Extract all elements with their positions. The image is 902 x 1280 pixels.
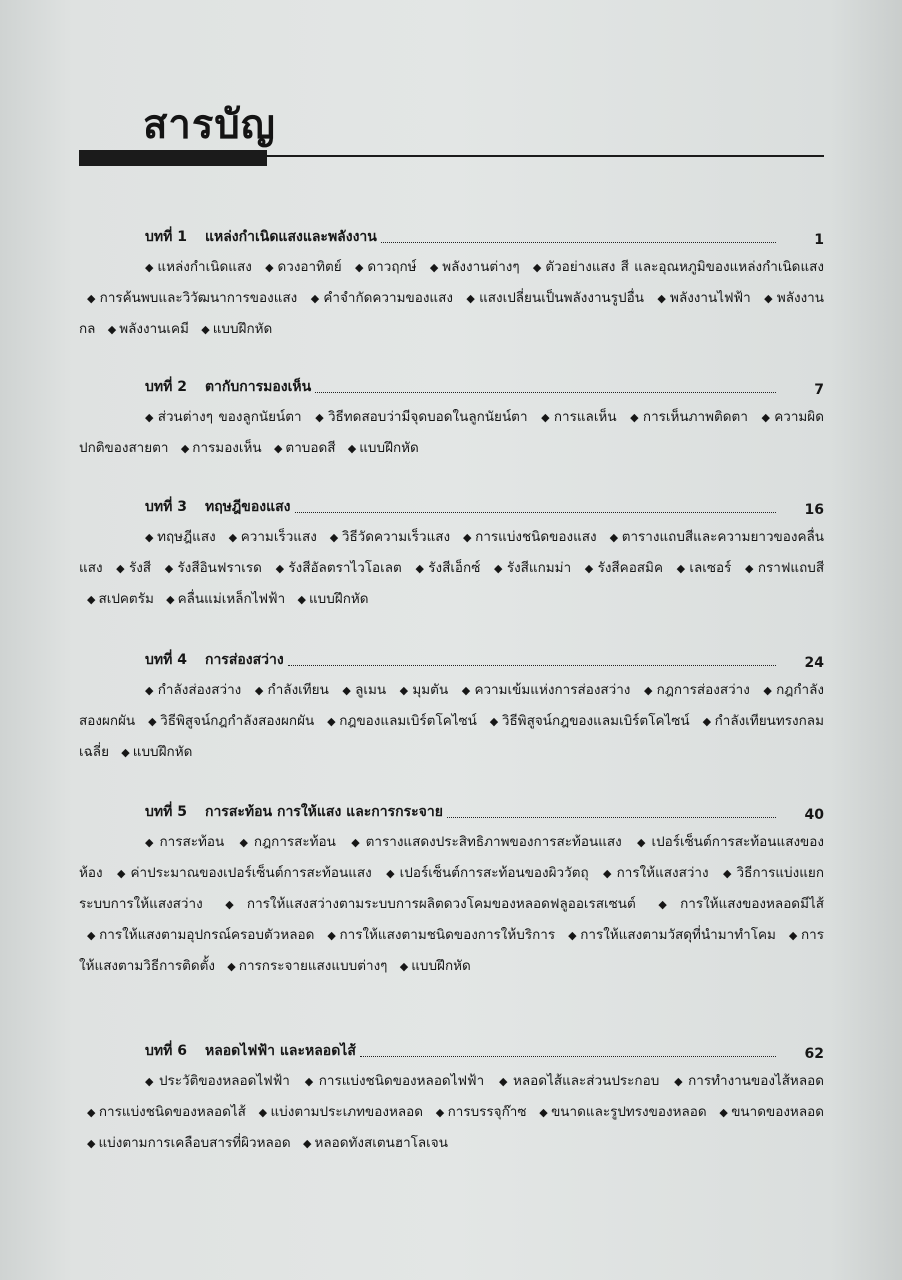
diamond-bullet-icon: ◆ bbox=[302, 1137, 312, 1150]
topic-item bbox=[386, 865, 589, 881]
diamond-bullet-icon: ◆ bbox=[254, 684, 265, 697]
diamond-bullet-icon: ◆ bbox=[499, 1075, 510, 1088]
topic-item bbox=[436, 1104, 527, 1120]
topic-label: พลังงานไฟฟ้า bbox=[670, 290, 751, 306]
topic-item bbox=[630, 409, 748, 425]
diamond-bullet-icon: ◆ bbox=[630, 411, 640, 424]
topic-label: ขนาดของหลอด bbox=[731, 1104, 824, 1120]
topic-label: วิธีทดสอบว่ามีจุดบอดในลูกนัยน์ตา bbox=[327, 409, 528, 425]
topic-item bbox=[674, 1073, 824, 1089]
topic-label: กฎของแลมเบิร์ตโคไซน์ bbox=[339, 713, 477, 729]
diamond-bullet-icon: ◆ bbox=[166, 593, 175, 606]
topic-label: ประวัติของหลอดไฟฟ้า bbox=[158, 1073, 290, 1089]
diamond-bullet-icon: ◆ bbox=[568, 929, 578, 942]
diamond-bullet-icon: ◆ bbox=[435, 1106, 445, 1119]
diamond-bullet-icon: ◆ bbox=[494, 562, 504, 575]
topic-label: แบบฝึกหัด bbox=[308, 591, 369, 607]
topic-label: รังสีอัลตราไวโอเลต bbox=[288, 560, 402, 576]
topic-label: ความผิดปกติของสายตา bbox=[79, 409, 824, 456]
diamond-bullet-icon: ◆ bbox=[463, 531, 473, 544]
diamond-bullet-icon: ◆ bbox=[399, 960, 409, 973]
topic-item bbox=[315, 409, 527, 425]
chapter-topics bbox=[79, 675, 824, 768]
diamond-bullet-icon: ◆ bbox=[87, 292, 97, 305]
topic-label: กราฟแถบสี bbox=[757, 560, 825, 576]
diamond-bullet-icon: ◆ bbox=[310, 292, 321, 305]
diamond-bullet-icon: ◆ bbox=[342, 684, 353, 697]
topic-label: แบ่งตามประเภทของหลอด bbox=[270, 1104, 424, 1120]
topic-item bbox=[145, 682, 241, 698]
topic-label: การแบ่งชนิดของหลอดไส้ bbox=[98, 1104, 246, 1120]
toc-chapter-6 bbox=[79, 1036, 824, 1159]
topic-item bbox=[330, 529, 450, 545]
topic-item bbox=[229, 529, 317, 545]
topic-item bbox=[201, 321, 272, 337]
diamond-bullet-icon: ◆ bbox=[329, 531, 339, 544]
diamond-bullet-icon: ◆ bbox=[386, 867, 397, 880]
topic-item bbox=[145, 1073, 290, 1089]
topic-label: ลูเมน bbox=[355, 682, 387, 698]
chapter-topics bbox=[79, 1066, 824, 1159]
diamond-bullet-icon: ◆ bbox=[584, 562, 595, 575]
topic-item bbox=[541, 409, 616, 425]
diamond-bullet-icon: ◆ bbox=[265, 261, 275, 274]
topic-label: ตัวอย่างแสง สี และอุณหภูมิของแหล่งกำเนิดแสง bbox=[545, 259, 824, 275]
topic-item bbox=[327, 713, 477, 729]
chapter-heading bbox=[145, 372, 824, 398]
topic-label: กำลังเทียนทรงกลมเฉลี่ย bbox=[79, 713, 824, 760]
diamond-bullet-icon: ◆ bbox=[145, 411, 155, 424]
dot-leader bbox=[360, 1056, 776, 1057]
topic-item bbox=[355, 259, 417, 275]
topic-item bbox=[327, 927, 555, 943]
topic-item bbox=[87, 1104, 246, 1120]
diamond-bullet-icon: ◆ bbox=[764, 292, 774, 305]
topic-label: แบบฝึกหัด bbox=[212, 321, 273, 337]
topic-item bbox=[87, 290, 297, 306]
chapter-title: ตากับการมองเห็น bbox=[204, 379, 312, 395]
page-title: สารบัญ bbox=[143, 102, 276, 148]
title-underline-bar bbox=[79, 150, 267, 166]
diamond-bullet-icon: ◆ bbox=[722, 867, 734, 880]
dot-leader bbox=[295, 512, 776, 513]
dot-leader bbox=[447, 817, 776, 818]
chapter-title: การสะท้อน การให้แสง และการกระจาย bbox=[204, 804, 443, 820]
diamond-bullet-icon: ◆ bbox=[87, 929, 97, 942]
topic-label: การให้แสงตามวัสดุที่นำมาทำโคม bbox=[580, 927, 776, 943]
topic-label: การให้แสงสว่าง bbox=[616, 865, 709, 881]
topic-item bbox=[499, 1073, 659, 1089]
diamond-bullet-icon: ◆ bbox=[788, 929, 798, 942]
diamond-bullet-icon: ◆ bbox=[148, 715, 158, 728]
topic-label: มุมตัน bbox=[412, 682, 449, 698]
topic-label: กฎการส่องสว่าง bbox=[656, 682, 750, 698]
topic-label: แบบฝึกหัด bbox=[359, 440, 419, 456]
diamond-bullet-icon: ◆ bbox=[603, 867, 614, 880]
topic-label: ความเข้มแห่งการส่องสว่าง bbox=[474, 682, 631, 698]
topic-item bbox=[644, 682, 750, 698]
page-number: 16 bbox=[804, 502, 824, 518]
topic-item bbox=[603, 865, 709, 881]
page-number: 40 bbox=[804, 807, 824, 823]
dot-leader bbox=[315, 392, 776, 393]
topic-label: พลังงานกล bbox=[79, 290, 824, 337]
chapter-heading bbox=[145, 645, 824, 671]
topic-label: รังสี bbox=[128, 560, 152, 576]
chapter-topics bbox=[79, 827, 824, 982]
diamond-bullet-icon: ◆ bbox=[273, 442, 283, 455]
diamond-bullet-icon: ◆ bbox=[145, 836, 157, 849]
topic-label: ค่าประมาณของเปอร์เซ็นต์การสะท้อนแสง bbox=[130, 865, 372, 881]
topic-label: กำลังส่องสว่าง bbox=[157, 682, 242, 698]
topic-label: แบ่งตามการเคลือบสารที่ผิวหลอด bbox=[98, 1135, 291, 1151]
topic-label: ความเร็วแสง bbox=[240, 529, 317, 545]
dot-leader bbox=[381, 242, 776, 243]
topic-label: หลอดทังสเตนฮาโลเจน bbox=[314, 1135, 448, 1151]
diamond-bullet-icon: ◆ bbox=[116, 867, 128, 880]
chapter-heading bbox=[145, 1036, 824, 1062]
topic-label: แสงเปลี่ยนเป็นพลังงานรูปอื่น bbox=[479, 290, 644, 306]
topic-label: แบบฝึกหัด bbox=[132, 744, 193, 760]
topic-label: การให้แสงตามวิธีการติดตั้ง bbox=[79, 927, 824, 974]
topic-label: พลังงานเคมี bbox=[119, 321, 189, 337]
topic-item bbox=[348, 440, 419, 456]
diamond-bullet-icon: ◆ bbox=[702, 715, 712, 728]
page-number: 24 bbox=[804, 655, 824, 671]
chapter-heading bbox=[145, 492, 824, 518]
topic-item bbox=[239, 834, 335, 850]
page-number: 7 bbox=[814, 382, 824, 398]
topic-item bbox=[677, 560, 732, 576]
diamond-bullet-icon: ◆ bbox=[225, 898, 244, 911]
topic-item bbox=[227, 958, 387, 974]
topic-item bbox=[276, 560, 402, 576]
topic-item bbox=[108, 321, 189, 337]
chapter-heading bbox=[145, 222, 824, 248]
diamond-bullet-icon: ◆ bbox=[351, 836, 363, 849]
topic-label: การค้นพบและวิวัฒนาการของแสง bbox=[99, 290, 298, 306]
chapter-number: บทที่ 6 bbox=[145, 1043, 187, 1059]
topic-label: กฎกำลังสองผกผัน bbox=[79, 682, 824, 729]
diamond-bullet-icon: ◆ bbox=[87, 593, 96, 606]
topic-item bbox=[539, 1104, 706, 1120]
dot-leader bbox=[288, 665, 776, 666]
page-number: 62 bbox=[804, 1046, 824, 1062]
topic-item bbox=[121, 744, 192, 760]
topic-item bbox=[490, 713, 690, 729]
toc-chapter-4 bbox=[79, 645, 824, 768]
title-underline-rule bbox=[79, 155, 824, 157]
topic-label: ดวงอาทิตย์ bbox=[277, 259, 342, 275]
topic-item bbox=[533, 259, 824, 275]
diamond-bullet-icon: ◆ bbox=[763, 684, 774, 697]
topic-label: การบรรจุก๊าซ bbox=[447, 1104, 527, 1120]
topic-label: วิธีพิสูจน์กฎของแลมเบิร์ตโคไซน์ bbox=[501, 713, 690, 729]
diamond-bullet-icon: ◆ bbox=[304, 1075, 316, 1088]
topic-label: ตารางแถบสีและความยาวของคลื่นแสง bbox=[79, 529, 825, 576]
topic-item bbox=[400, 958, 471, 974]
topic-item bbox=[466, 290, 644, 306]
topic-label: รังสีเอ็กซ์ bbox=[428, 560, 481, 576]
diamond-bullet-icon: ◆ bbox=[275, 562, 286, 575]
topic-label: เปอร์เซ็นต์การสะท้อนแสงของห้อง bbox=[79, 834, 824, 881]
chapter-title: หลอดไฟฟ้า และหลอดไส้ bbox=[204, 1043, 356, 1059]
chapter-title: การส่องสว่าง bbox=[204, 652, 284, 668]
topic-item bbox=[719, 1104, 824, 1120]
topic-item bbox=[116, 560, 151, 576]
diamond-bullet-icon: ◆ bbox=[658, 898, 678, 911]
chapter-topics bbox=[79, 252, 824, 345]
diamond-bullet-icon: ◆ bbox=[532, 261, 543, 274]
chapter-number: บทที่ 3 bbox=[145, 499, 187, 515]
topic-label: พลังงานต่างๆ bbox=[442, 259, 520, 275]
diamond-bullet-icon: ◆ bbox=[761, 411, 772, 424]
topic-item bbox=[117, 865, 372, 881]
topic-item bbox=[148, 713, 314, 729]
topic-item bbox=[415, 560, 480, 576]
topic-label: กฎการสะท้อน bbox=[253, 834, 336, 850]
diamond-bullet-icon: ◆ bbox=[164, 562, 175, 575]
diamond-bullet-icon: ◆ bbox=[745, 562, 755, 575]
topic-item bbox=[87, 927, 314, 943]
toc-chapter-2 bbox=[79, 372, 824, 464]
topic-label: วิธีพิสูจน์กฎกำลังสองผกผัน bbox=[160, 713, 315, 729]
topic-label: การเห็นภาพติดตา bbox=[642, 409, 748, 425]
diamond-bullet-icon: ◆ bbox=[347, 442, 357, 455]
chapter-topics bbox=[79, 402, 824, 464]
topic-label: เลเซอร์ bbox=[689, 560, 732, 576]
chapter-topics bbox=[79, 522, 824, 615]
toc-chapter-5 bbox=[79, 797, 824, 982]
topic-label: แบบฝึกหัด bbox=[411, 958, 471, 974]
topic-label: สเปคตรัม bbox=[98, 591, 154, 607]
topic-item bbox=[274, 440, 336, 456]
topic-item bbox=[657, 290, 750, 306]
diamond-bullet-icon: ◆ bbox=[121, 746, 130, 759]
topic-item bbox=[462, 682, 631, 698]
topic-label: ทฤษฎีแสง bbox=[157, 529, 216, 545]
topic-item bbox=[181, 440, 262, 456]
topic-label: การแลเห็น bbox=[553, 409, 617, 425]
topic-item bbox=[166, 591, 285, 607]
topic-label: หลอดไส้และส่วนประกอบ bbox=[513, 1073, 660, 1089]
diamond-bullet-icon: ◆ bbox=[354, 261, 365, 274]
topic-item bbox=[658, 896, 824, 912]
diamond-bullet-icon: ◆ bbox=[87, 1106, 96, 1119]
topic-item bbox=[255, 682, 329, 698]
topic-item bbox=[87, 591, 154, 607]
chapter-title: แหล่งกำเนิดแสงและพลังงาน bbox=[204, 229, 377, 245]
diamond-bullet-icon: ◆ bbox=[327, 929, 337, 942]
diamond-bullet-icon: ◆ bbox=[643, 684, 654, 697]
diamond-bullet-icon: ◆ bbox=[609, 531, 619, 544]
topic-item bbox=[351, 834, 622, 850]
topic-label: เปอร์เซ็นต์การสะท้อนของผิววัตถุ bbox=[399, 865, 589, 881]
diamond-bullet-icon: ◆ bbox=[145, 684, 155, 697]
topic-label: การแบ่งชนิดของหลอดไฟฟ้า bbox=[318, 1073, 485, 1089]
chapter-number: บทที่ 1 bbox=[145, 229, 187, 245]
diamond-bullet-icon: ◆ bbox=[228, 531, 238, 544]
toc-chapter-3 bbox=[79, 492, 824, 615]
topic-label: วิธีวัดความเร็วแสง bbox=[341, 529, 451, 545]
topic-label: การให้แสงตามอุปกรณ์ครอบตัวหลอด bbox=[99, 927, 315, 943]
diamond-bullet-icon: ◆ bbox=[145, 261, 155, 274]
topic-label: คำจำกัดความของแสง bbox=[323, 290, 453, 306]
topic-label: ส่วนต่างๆ ของลูกนัยน์ตา bbox=[157, 409, 302, 425]
diamond-bullet-icon: ◆ bbox=[674, 1075, 686, 1088]
diamond-bullet-icon: ◆ bbox=[676, 562, 687, 575]
topic-label: การทำงานของไส้หลอด bbox=[688, 1073, 824, 1089]
topic-label: คลื่นแม่เหล็กไฟฟ้า bbox=[177, 591, 286, 607]
topic-label: ดาวฤกษ์ bbox=[367, 259, 417, 275]
topic-item bbox=[87, 1135, 291, 1151]
diamond-bullet-icon: ◆ bbox=[145, 1075, 156, 1088]
diamond-bullet-icon: ◆ bbox=[461, 684, 472, 697]
diamond-bullet-icon: ◆ bbox=[145, 531, 155, 544]
diamond-bullet-icon: ◆ bbox=[315, 411, 325, 424]
topic-item bbox=[305, 1073, 484, 1089]
diamond-bullet-icon: ◆ bbox=[466, 292, 477, 305]
diamond-bullet-icon: ◆ bbox=[489, 715, 499, 728]
diamond-bullet-icon: ◆ bbox=[227, 960, 236, 973]
topic-item bbox=[311, 290, 453, 306]
diamond-bullet-icon: ◆ bbox=[87, 1137, 96, 1150]
chapter-number: บทที่ 5 bbox=[145, 804, 187, 820]
topic-label: ตารางแสดงประสิทธิภาพของการสะท้อนแสง bbox=[365, 834, 622, 850]
topic-label: การให้แสงตามชนิดของการให้บริการ bbox=[339, 927, 556, 943]
topic-label: กำลังเทียน bbox=[267, 682, 329, 698]
toc-chapter-1 bbox=[79, 222, 824, 345]
diamond-bullet-icon: ◆ bbox=[116, 562, 126, 575]
diamond-bullet-icon: ◆ bbox=[539, 1106, 549, 1119]
topic-item bbox=[400, 682, 449, 698]
topic-label: การกระจายแสงแบบต่างๆ bbox=[238, 958, 388, 974]
topic-label: รังสีแกมม่า bbox=[506, 560, 572, 576]
topic-item bbox=[145, 834, 224, 850]
diamond-bullet-icon: ◆ bbox=[180, 442, 190, 455]
diamond-bullet-icon: ◆ bbox=[107, 323, 117, 336]
diamond-bullet-icon: ◆ bbox=[327, 715, 337, 728]
topic-item bbox=[585, 560, 663, 576]
chapter-heading bbox=[145, 797, 824, 823]
topic-item bbox=[342, 682, 386, 698]
topic-label: รังสีคอสมิค bbox=[597, 560, 663, 576]
diamond-bullet-icon: ◆ bbox=[399, 684, 410, 697]
diamond-bullet-icon: ◆ bbox=[719, 1106, 729, 1119]
page-number: 1 bbox=[814, 232, 824, 248]
topic-label: การมองเห็น bbox=[192, 440, 262, 456]
topic-item bbox=[259, 1104, 423, 1120]
topic-item bbox=[430, 259, 520, 275]
diamond-bullet-icon: ◆ bbox=[201, 323, 210, 336]
diamond-bullet-icon: ◆ bbox=[541, 411, 551, 424]
chapter-number: บทที่ 2 bbox=[145, 379, 187, 395]
topic-item bbox=[745, 560, 824, 576]
diamond-bullet-icon: ◆ bbox=[415, 562, 426, 575]
topic-label: ตาบอดสี bbox=[285, 440, 336, 456]
topic-label: แหล่งกำเนิดแสง bbox=[157, 259, 252, 275]
topic-item bbox=[145, 259, 252, 275]
topic-item bbox=[145, 529, 216, 545]
topic-item bbox=[225, 896, 636, 912]
chapter-title: ทฤษฎีของแสง bbox=[204, 499, 291, 515]
diamond-bullet-icon: ◆ bbox=[258, 1106, 268, 1119]
topic-label: รังสีอินฟราเรด bbox=[177, 560, 262, 576]
diamond-bullet-icon: ◆ bbox=[657, 292, 668, 305]
topic-label: การให้แสงของหลอดมีไส้ bbox=[680, 896, 824, 912]
topic-item bbox=[145, 409, 302, 425]
topic-item bbox=[265, 259, 342, 275]
topic-item bbox=[494, 560, 571, 576]
topic-item bbox=[463, 529, 597, 545]
diamond-bullet-icon: ◆ bbox=[637, 836, 649, 849]
topic-label: ขนาดและรูปทรงของหลอด bbox=[551, 1104, 707, 1120]
topic-item bbox=[297, 591, 368, 607]
topic-item bbox=[568, 927, 776, 943]
topic-label: การสะท้อน bbox=[159, 834, 225, 850]
diamond-bullet-icon: ◆ bbox=[239, 836, 251, 849]
topic-item bbox=[303, 1135, 448, 1151]
topic-label: การให้แสงสว่างตามระบบการผลิตดวงโคมของหลอดฟลูออเรสเซนต์ bbox=[246, 896, 636, 912]
topic-label: วิธีการแบ่งแยกระบบการให้แสงสว่าง bbox=[79, 865, 825, 912]
diamond-bullet-icon: ◆ bbox=[429, 261, 440, 274]
topic-item bbox=[165, 560, 262, 576]
chapter-number: บทที่ 4 bbox=[145, 652, 187, 668]
topic-label: การแบ่งชนิดของแสง bbox=[475, 529, 597, 545]
diamond-bullet-icon: ◆ bbox=[297, 593, 306, 606]
